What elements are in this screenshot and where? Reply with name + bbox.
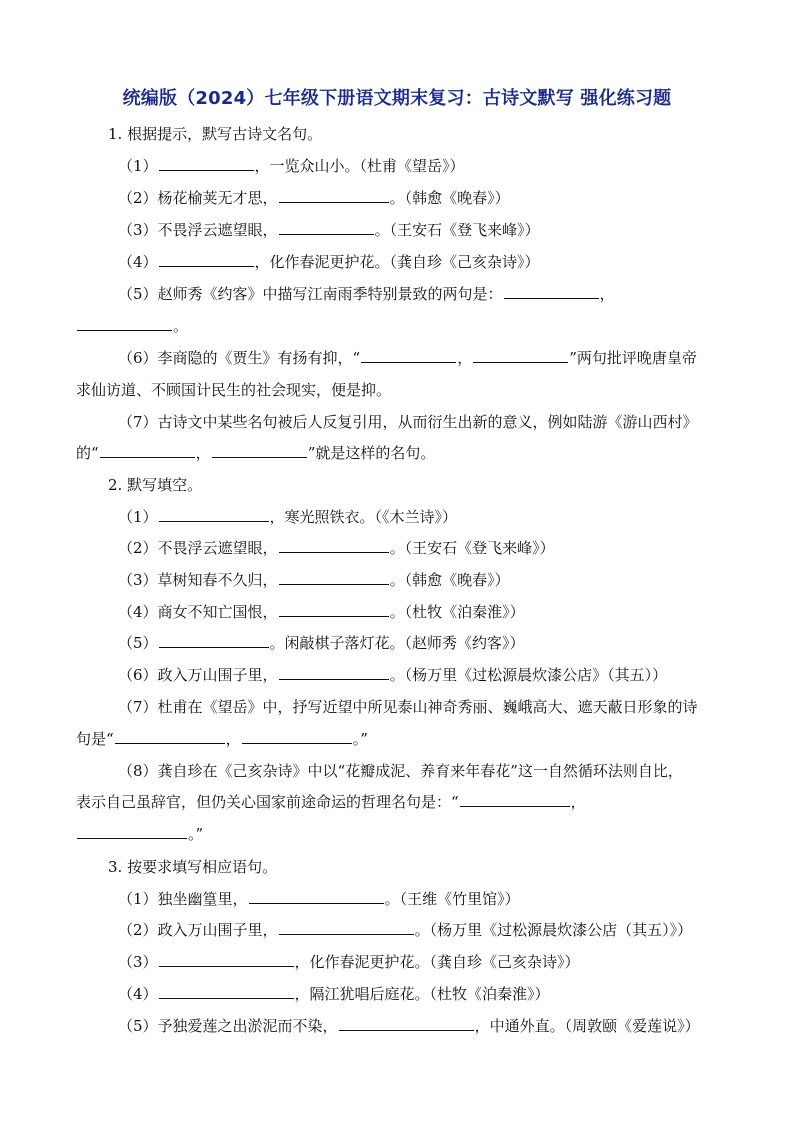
answer-blank[interactable] — [77, 316, 172, 331]
answer-blank[interactable] — [279, 570, 389, 585]
answer-blank[interactable] — [77, 824, 187, 839]
answer-blank[interactable] — [212, 443, 307, 458]
q2-item-6: （6）政入万山围子里， 。（杨万里《过松源晨炊漆公店》（其五）） — [118, 666, 668, 684]
q1-item-2: （2）杨花榆荚无才思， 。（韩愈《晚春》） — [118, 189, 510, 207]
answer-blank[interactable] — [159, 156, 254, 171]
q3-item-2: （2）政入万山围子里， 。（杨万里《过松源晨炊漆公店（其五）》） — [118, 921, 693, 939]
q2-item-7-cont: 句是“ ， 。” — [76, 730, 368, 748]
q1-item-5: （5）赵师秀《约客》中描写江南雨季特别景致的两句是： ， — [118, 285, 615, 303]
q2-item-2: （2）不畏浮云遮望眼， 。（王安石《登飞来峰》） — [118, 539, 555, 557]
answer-blank[interactable] — [159, 633, 269, 648]
answer-blank[interactable] — [279, 665, 389, 680]
q3-item-5: （5）予独爱莲之出淤泥而不染， ，中通外直。（周敦颐《爱莲说》） — [118, 1017, 700, 1035]
q2-item-8-cont2: 。” — [76, 824, 203, 844]
answer-blank[interactable] — [159, 952, 294, 967]
answer-blank[interactable] — [279, 538, 389, 553]
answer-blank[interactable] — [249, 889, 384, 904]
question-1-heading: 1. 根据提示，默写古诗文名句。 — [108, 125, 323, 143]
answer-blank[interactable] — [279, 220, 374, 235]
answer-blank[interactable] — [279, 602, 389, 617]
q3-item-3: （3） ，化作春泥更护花。（龚自珍《己亥杂诗》） — [118, 953, 580, 971]
q1-item-6-cont: 求仙访道、不顾国计民生的社会现实，便是抑。 — [76, 381, 392, 399]
question-3-heading: 3. 按要求填写相应语句。 — [108, 858, 278, 876]
answer-blank[interactable] — [460, 792, 570, 807]
q1-item-3: （3）不畏浮云遮望眼， 。（王安石《登飞来峰》） — [118, 221, 540, 239]
q3-item-1: （1）独坐幽篁里， 。（王维《竹里馆》） — [118, 890, 520, 908]
q2-item-8: （8）龚自珍在《己亥杂诗》中以“花瓣成泥、养育来年春花”这一自然循环法则自比， — [118, 762, 683, 780]
answer-blank[interactable] — [159, 507, 269, 522]
page-title: 统编版（2024）七年级下册语文期末复习：古诗文默写 强化练习题 — [122, 88, 672, 109]
answer-blank[interactable] — [473, 348, 568, 363]
answer-blank[interactable] — [242, 729, 352, 744]
q1-item-5-cont: 。 — [76, 316, 188, 336]
q2-item-1: （1） ，寒光照铁衣。（《木兰诗》） — [118, 508, 458, 526]
q2-item-8-cont: 表示自己虽辞官，但仍关心国家前途命运的哲理名句是：“ ， — [76, 793, 586, 811]
answer-blank[interactable] — [159, 252, 254, 267]
q3-item-4: （4） ，隔江犹唱后庭花。（杜牧《泊秦淮》） — [118, 985, 550, 1003]
question-2-heading: 2. 默写填空。 — [108, 476, 203, 494]
q1-item-1: （1） ，一览众山小。（杜甫《望岳》） — [118, 157, 465, 175]
answer-blank[interactable] — [504, 284, 599, 299]
q1-item-7-cont: 的“ ， ”就是这样的名句。 — [76, 444, 436, 462]
answer-blank[interactable] — [100, 443, 195, 458]
q1-item-6: （6）李商隐的《贾生》有扬有抑，“ ， ”两句批评晚唐皇帝 — [118, 349, 697, 367]
answer-blank[interactable] — [339, 1016, 474, 1031]
q2-item-7: （7）杜甫在《望岳》中，抒写近望中所见泰山神奇秀丽、巍峨高大、遮天蔽日形象的诗 — [118, 698, 698, 716]
answer-blank[interactable] — [115, 729, 225, 744]
answer-blank[interactable] — [279, 188, 389, 203]
q1-item-4: （4） ，化作春泥更护花。（龚自珍《己亥杂诗》） — [118, 253, 540, 271]
q2-item-5: （5） 。闲敲棋子落灯花。（赵师秀《约客》） — [118, 634, 525, 652]
q2-item-4: （4）商女不知亡国恨， 。（杜牧《泊秦淮》） — [118, 603, 525, 621]
answer-blank[interactable] — [279, 920, 414, 935]
answer-blank[interactable] — [159, 984, 294, 999]
q1-item-7: （7）古诗文中某些名句被后人反复引用，从而衍生出新的意义，例如陆游《游山西村》 — [118, 413, 698, 431]
answer-blank[interactable] — [361, 348, 456, 363]
q2-item-3: （3）草树知春不久归， 。（韩愈《晚春》） — [118, 571, 510, 589]
